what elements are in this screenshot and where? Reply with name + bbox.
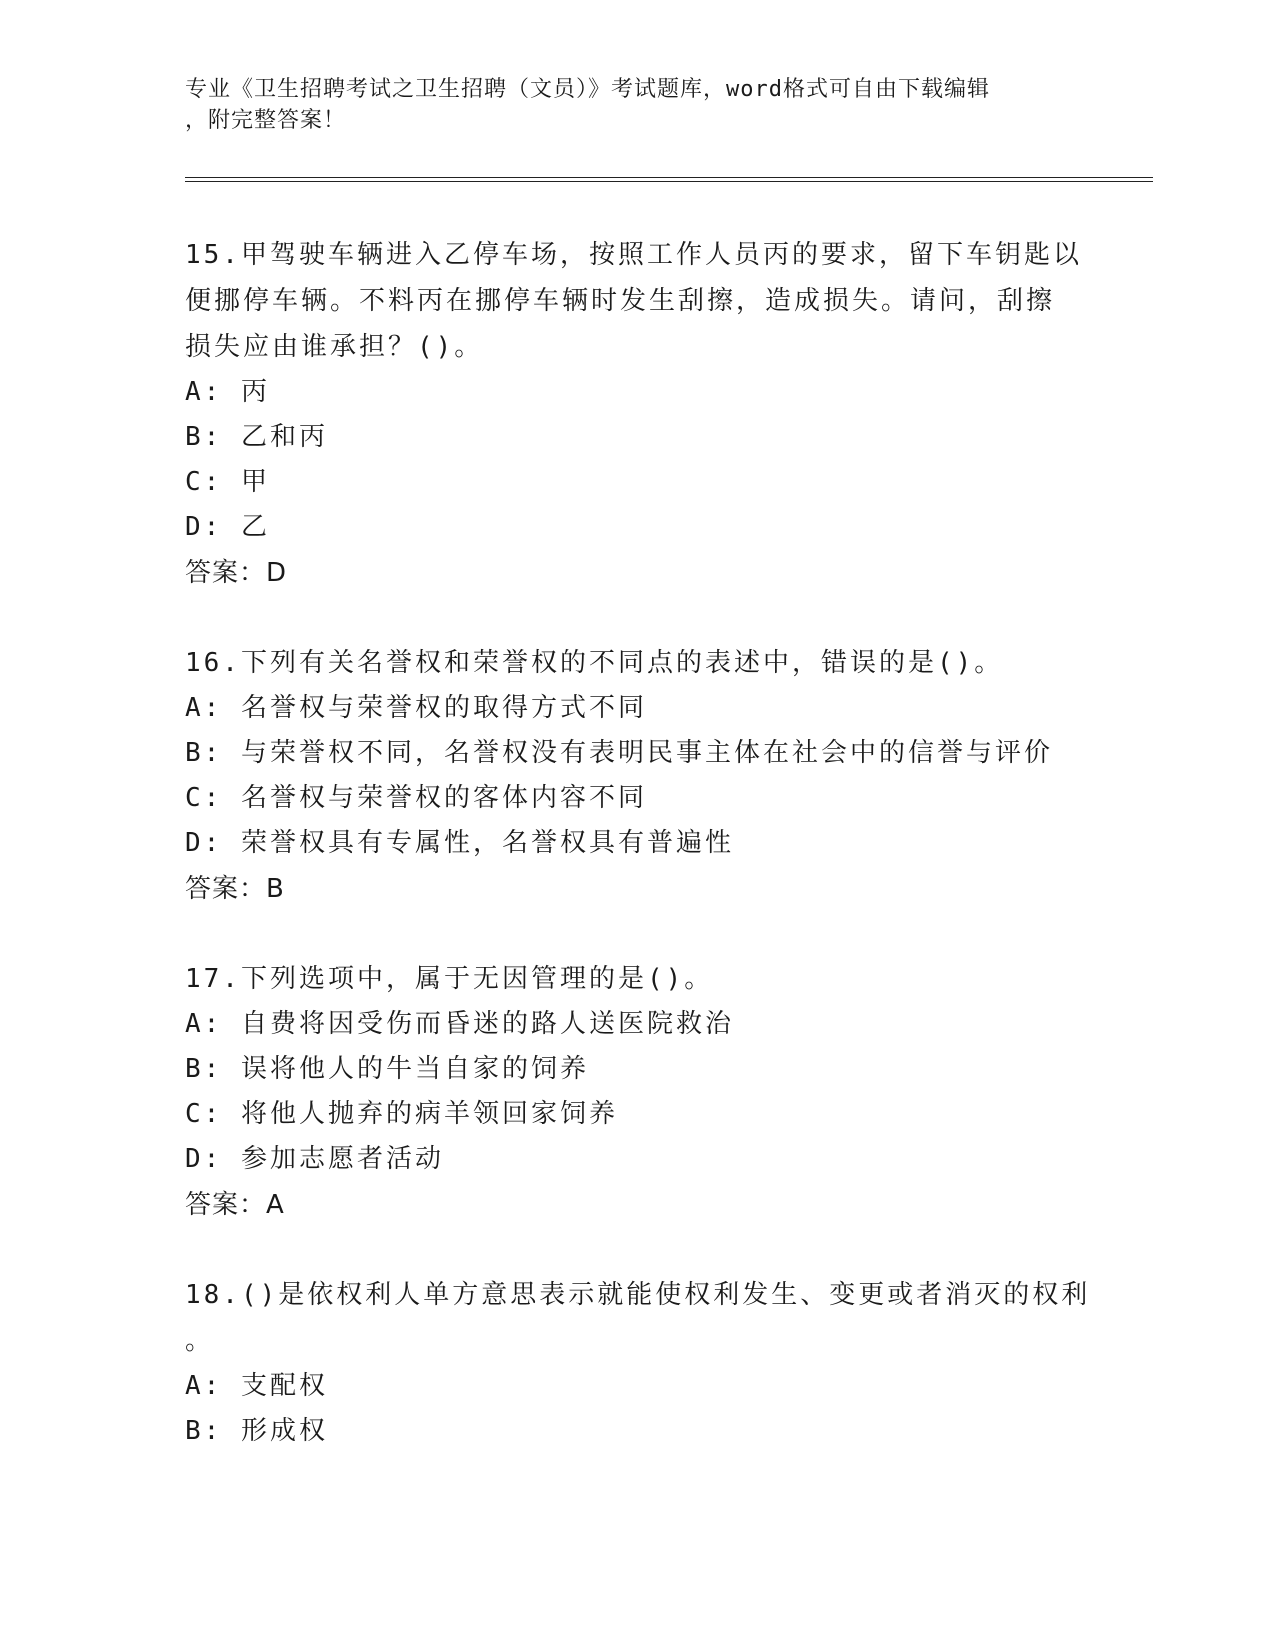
answer-line: 答案：D — [185, 558, 288, 588]
stem-line: 18.()是依权利人单方意思表示就能使权利发生、变更或者消灭的权利 — [185, 1280, 1091, 1310]
option-b: B: 误将他人的牛当自家的饲养 — [185, 1054, 589, 1084]
stem-line: 便挪停车辆。不料丙在挪停车辆时发生刮擦，造成损失。请问，刮擦 — [185, 286, 1056, 316]
option-d: D: 参加志愿者活动 — [185, 1144, 444, 1174]
option-c: C: 将他人抛弃的病羊领回家饲养 — [185, 1099, 618, 1129]
option-c: C: 甲 — [185, 467, 270, 497]
option-b: B: 乙和丙 — [185, 422, 328, 452]
option-a: A: 支配权 — [185, 1371, 328, 1401]
option-d: D: 乙 — [185, 512, 270, 542]
question-stem — [185, 1272, 1155, 1364]
question-16 — [185, 640, 1155, 912]
option-a: A: 丙 — [185, 377, 270, 407]
option-a: A: 自费将因受伤而昏迷的路人送医院救治 — [185, 1009, 734, 1039]
question-18 — [185, 1272, 1155, 1454]
stem-line: 17.下列选项中，属于无因管理的是()。 — [185, 964, 714, 994]
header-line-2: ，附完整答案！ — [185, 108, 347, 133]
header-line-1: 专业《卫生招聘考试之卫生招聘（文员）》考试题库，word格式可自由下载编辑 — [185, 77, 990, 102]
question-17 — [185, 956, 1155, 1228]
option-c: C: 名誉权与荣誉权的客体内容不同 — [185, 783, 647, 813]
header-divider — [185, 177, 1153, 182]
question-stem — [185, 232, 1155, 370]
stem-line: 15.甲驾驶车辆进入乙停车场，按照工作人员丙的要求，留下车钥匙以 — [185, 240, 1082, 270]
question-list — [185, 232, 1155, 1498]
answer-line: 答案：B — [185, 874, 285, 904]
option-d: D: 荣誉权具有专属性，名誉权具有普遍性 — [185, 828, 734, 858]
option-b: B: 形成权 — [185, 1416, 328, 1446]
answer-line: 答案：A — [185, 1190, 285, 1220]
question-15 — [185, 232, 1155, 596]
question-stem — [185, 956, 1155, 1002]
stem-line: 。 — [185, 1326, 215, 1356]
question-stem — [185, 640, 1155, 686]
document-header — [185, 74, 1085, 136]
option-b: B: 与荣誉权不同，名誉权没有表明民事主体在社会中的信誉与评价 — [185, 738, 1053, 768]
stem-line: 损失应由谁承担？()。 — [185, 332, 484, 362]
stem-line: 16.下列有关名誉权和荣誉权的不同点的表述中，错误的是()。 — [185, 648, 1004, 678]
option-a: A: 名誉权与荣誉权的取得方式不同 — [185, 693, 647, 723]
